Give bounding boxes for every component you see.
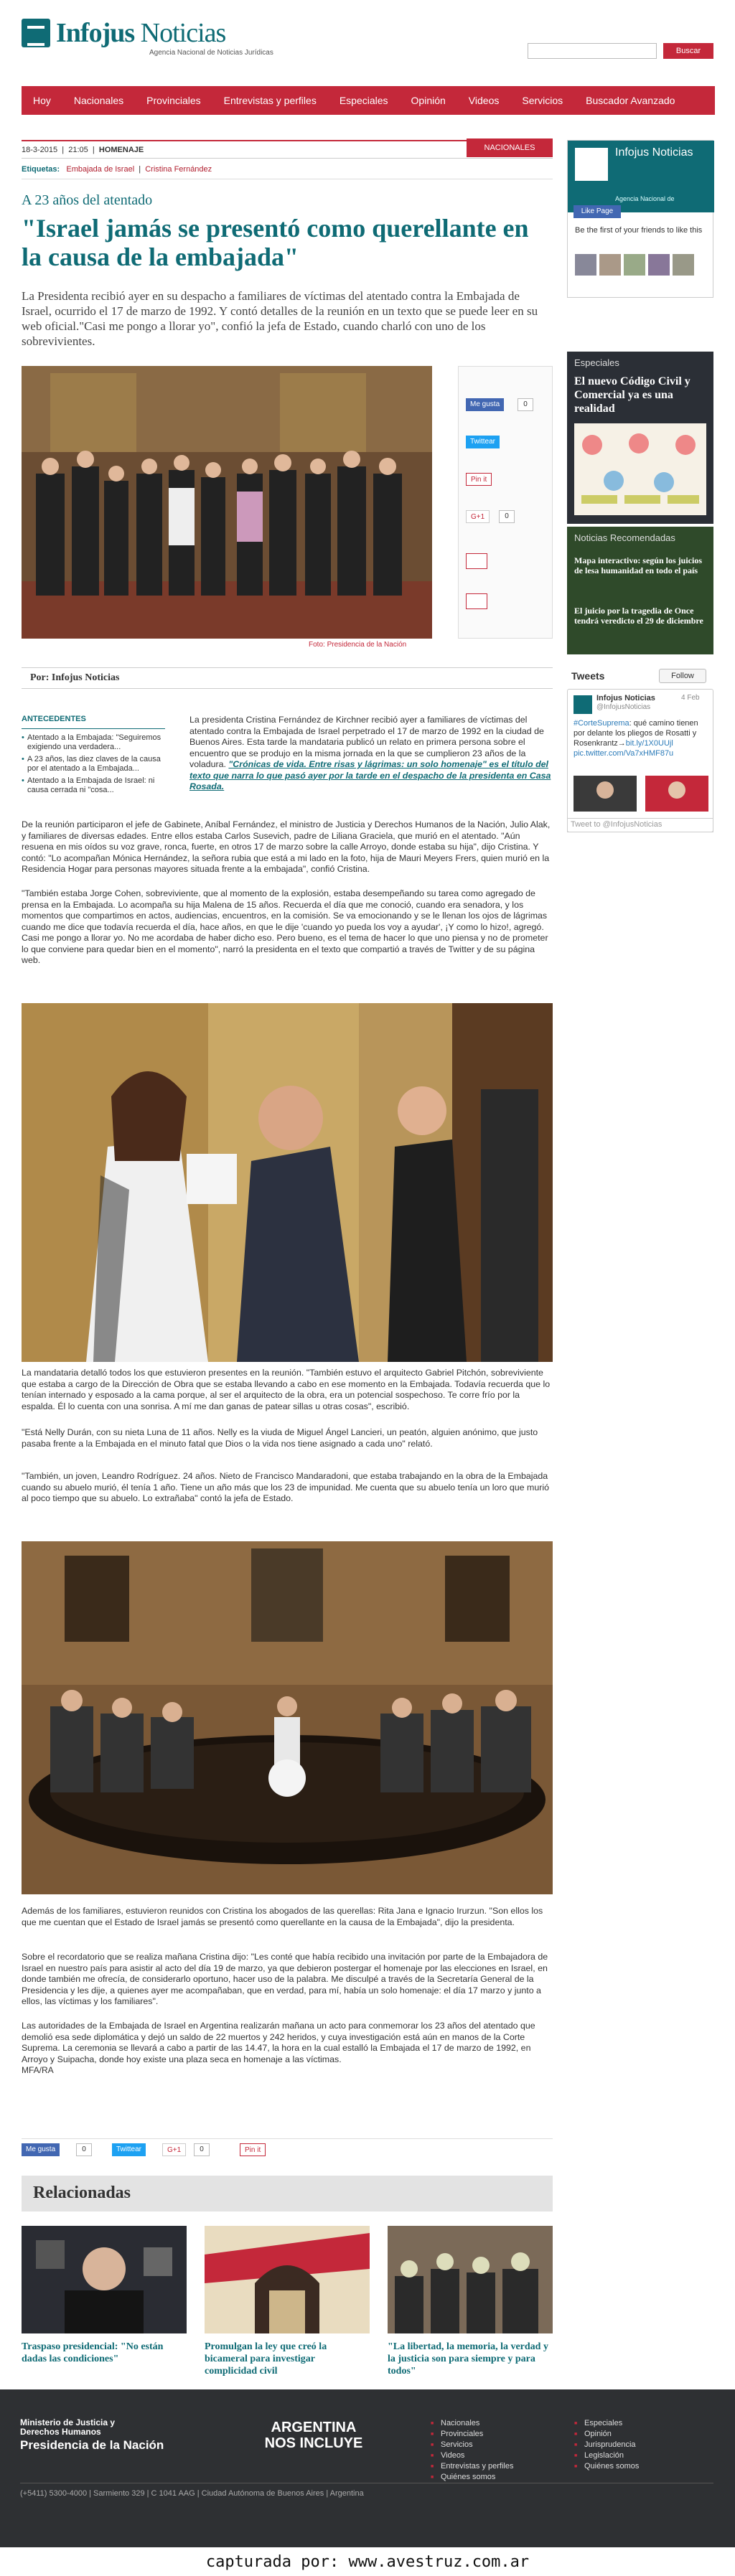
hashtag-link[interactable]: #CorteSuprema xyxy=(574,719,629,728)
tag-link-embajada[interactable]: Embajada de Israel xyxy=(66,165,135,174)
nav-item-buscador[interactable]: Buscador Avanzado xyxy=(586,95,675,106)
paragraph-8: Sobre el recordatorio que se realiza mañana Cristina dijo: "Les conté que había recibido una invitación por parte de la Embajadora de Israel en nuestro país para asistir al acto del día 19 de marzo, ya que debieron postergar el homenaje por las elecciones en Israel, en donde también me ofrecía, de considerarlo oportuno, hacer uso de la palabra. Me disculpé a través de la Secretaría General de la Presidencia y les dije, a quienes ayer me acompañaban, que en verdad, para mí, había un solo homenaje: el día 17 marzo y junto a ellos, las víctimas y los familiares". xyxy=(22,1952,548,2006)
tweet-date[interactable]: 4 Feb xyxy=(681,694,700,702)
footer-link[interactable]: ■ Quiénes somos xyxy=(431,2472,513,2483)
facebook-count: 0 xyxy=(76,2143,92,2156)
footer-links-col1 xyxy=(431,2418,513,2483)
footer-link[interactable]: ■ Provinciales xyxy=(431,2429,513,2440)
gplus-button[interactable]: G+1 xyxy=(162,2143,186,2156)
photo-caption: Foto: Presidencia de la Nación xyxy=(309,641,407,649)
related-link[interactable]: Traspaso presidencial: "No están dadas las condiciones" xyxy=(22,2341,164,2364)
brand-subtitle: Agencia Nacional de Noticias Jurídicas xyxy=(149,49,273,57)
twitter-widget xyxy=(567,667,713,854)
nav-item-hoy[interactable]: Hoy xyxy=(33,95,51,106)
related-thumb[interactable] xyxy=(22,2226,187,2333)
paragraph-1-text: La presidenta Cristina Fernández de Kirchner recibió ayer a familiares de víctimas del atentado contra la Embajada de Israel perpetrado el 17 de marzo de 1992 en la ciudad de Buenos Aires. Esta tarde la mandataria publicó un relato en primera persona sobre el encuentro que se produjo en la misma jornada en la que se cumplieron 23 años de la voladura. xyxy=(189,715,544,769)
brand-name-1: Infojus xyxy=(56,18,135,48)
antecedentes-list xyxy=(22,728,165,798)
tweet-images[interactable] xyxy=(574,776,708,812)
nav-item-servicios[interactable]: Servicios xyxy=(522,95,563,106)
friend-avatar xyxy=(673,254,694,276)
paragraph-3: "También estaba Jorge Cohen, sobreviviente, que al momento de la explosión, estaba desempeñando su tarea como agregado de prensa en la Embajada. Lo acompaña su hija Malena de 15 años. Recuerda el día que me conoció, cuando era senadora, y los momentos que compartimos en actos, audiencias, encuentros, en la comisión. Se va emocionando y se le llenan los ojos de lágrimas cuando me dice que todavía recuerda el día, hace años, en que le dije 'cuando yo pueda los voy a ayudar', ¡Y como lo hizo!, agregó. Casi me pongo a llorar yo. No me acordaba de haber dicho eso. Pero bueno, es el tema de hacer lo que uno piensa y no de prometer lo que conviene para quedar bien en el momento", narró la presidenta en el texto que compartió a través de Twitter y de su página web. xyxy=(22,888,548,965)
related-title: Relacionadas xyxy=(33,2184,131,2202)
related-thumb[interactable] xyxy=(205,2226,370,2333)
recommended-link[interactable]: El juicio por la tragedia de Once tendrá veredicto el 29 de diciembre xyxy=(574,606,703,626)
recommended-link[interactable]: Mapa interactivo: según los juicios de lesa humanidad en todo el país xyxy=(574,555,702,575)
argentina-slogan: ARGENTINA NOS INCLUYE xyxy=(264,2420,363,2451)
tweet-link[interactable]: bit.ly/1X0UUjl xyxy=(625,739,673,748)
facebook-page-subtitle: Agencia Nacional de xyxy=(615,195,675,202)
paragraph-1 xyxy=(189,715,553,793)
especiales-image[interactable] xyxy=(574,423,706,515)
footer xyxy=(0,2389,735,2547)
article-author: Por: Infojus Noticias xyxy=(22,667,553,689)
nav-item-provinciales[interactable]: Provinciales xyxy=(146,95,201,106)
category-badge[interactable]: NACIONALES xyxy=(467,138,553,157)
site-brand[interactable] xyxy=(56,19,225,47)
article-section: HOMENAJE xyxy=(98,146,144,154)
tweet-text xyxy=(574,718,707,758)
presidency-label[interactable]: Presidencia de la Nación xyxy=(20,2438,164,2452)
friend-avatar xyxy=(624,254,645,276)
footer-link[interactable]: ■ Servicios xyxy=(431,2440,513,2450)
article-meta: 18-3-2015 | 21:05 | HOMENAJE xyxy=(22,140,553,159)
antecedente-link[interactable]: • Atentado a la Embajada: "Seguiremos exigiendo una verdadera... xyxy=(22,733,165,752)
main-nav xyxy=(22,86,715,115)
print-icon[interactable] xyxy=(466,553,487,569)
especiales-title[interactable]: El nuevo Código Civil y Comercial ya es una realidad xyxy=(574,375,690,415)
especiales-heading: Especiales xyxy=(574,357,619,368)
friend-avatar xyxy=(648,254,670,276)
facebook-widget xyxy=(567,140,713,298)
gplus-count: 0 xyxy=(194,2143,210,2156)
facebook-cover xyxy=(568,141,714,212)
especiales-box[interactable] xyxy=(567,352,713,524)
gplus-button[interactable]: G+1 xyxy=(466,510,490,523)
embrace-photo xyxy=(22,1003,553,1362)
paragraph-4: La mandataria detalló todos los que estuvieron presentes en la reunión. "También estuvo el arquitecto Gabriel Pitchón, sobreviviente que estaba a cargo de la Dirección de Obra que se estaba llevando a cabo en ese momento en la Embajada. Todavía recuerda que lo tenían internado y esposado a la cama porque, al ser el arquitecto de la obra, era un potencial sospechoso. Te corre frío por la espalda. Él lo cuenta con una sonrisa. A mí me dan ganas de patear sillas u otras cosas", escribió. xyxy=(22,1368,551,1411)
footer-address: (+5411) 5300-4000 | Sarmiento 329 | C 1041 AAG | Ciudad Autónoma de Buenos Aires | Argentina xyxy=(20,2483,713,2498)
twitter-button[interactable]: Twittear xyxy=(466,436,500,448)
antecedentes-title: ANTECEDENTES xyxy=(22,715,86,723)
nav-item-videos[interactable]: Videos xyxy=(468,95,500,106)
brand-name-2: Noticias xyxy=(140,18,226,48)
cronicas-link[interactable]: "Crónicas de vida. Entre risas y lágrimas: un solo homenaje" es el título del texto que narra lo que pasó ayer por la tarde en el despacho de la presidenta en Casa Rosada. xyxy=(189,759,551,791)
tweet-pic-link[interactable]: pic.twitter.com/Va7xHMF87u xyxy=(574,749,674,758)
pinterest-button[interactable]: Pin it xyxy=(240,2143,266,2156)
antecedente-link[interactable]: • Atentado a la Embajada de Israel: ni causa cerrada ni "cosa... xyxy=(22,776,165,795)
nav-item-opinion[interactable]: Opinión xyxy=(411,95,446,106)
related-thumb[interactable] xyxy=(388,2226,553,2333)
email-icon[interactable] xyxy=(466,593,487,609)
nav-item-especiales[interactable]: Especiales xyxy=(339,95,388,106)
recomendadas-heading: Noticias Recomendadas xyxy=(574,532,675,543)
meeting-photo xyxy=(22,1541,553,1894)
facebook-count: 0 xyxy=(518,398,533,411)
facebook-page-avatar[interactable] xyxy=(574,146,609,182)
twitter-button[interactable]: Twittear xyxy=(112,2143,146,2156)
article-lead: La Presidenta recibió ayer en su despacho a familiares de víctimas del atentado contra la Embajada de Israel, ocurrido el 17 de marzo de 1992. Y contó detalles de la reunión en un texto que se puede leer en su web oficial."Casi me pongo a llorar yo", confió la jefa de Estado, cuando charló con uno de los sobrevivientes. xyxy=(22,289,538,348)
footer-links-col2 xyxy=(574,2418,639,2472)
tags-bar: Etiquetas: Embajada de Israel | Cristina Fernández xyxy=(22,165,553,179)
tweet-author[interactable]: Infojus Noticias xyxy=(596,694,655,702)
group-photo xyxy=(22,366,432,639)
facebook-like-page-button[interactable]: Like Page xyxy=(574,205,621,218)
article-signature: MFA/RA xyxy=(22,2065,54,2075)
article-kicker: A 23 años del atentado xyxy=(22,192,153,208)
friend-avatar xyxy=(575,254,596,276)
footer-link[interactable]: ■ Legislación xyxy=(574,2450,639,2461)
footer-link[interactable]: ■ Opinión xyxy=(574,2429,639,2440)
article-headline: "Israel jamás se presentó como querellante en la causa de la embajada" xyxy=(22,214,529,271)
facebook-like-button[interactable]: Me gusta xyxy=(466,398,504,411)
facebook-first-text: Be the first of your friends to like this xyxy=(575,226,703,235)
related-link[interactable]: Promulgan la ley que creó la bicameral para investigar complicidad civil xyxy=(205,2341,327,2377)
search-button[interactable]: Buscar xyxy=(663,43,713,59)
footer-link[interactable]: ■ Quiénes somos xyxy=(574,2461,639,2472)
tweet-handle[interactable]: @InfojusNoticias xyxy=(596,703,651,711)
ministry-label[interactable]: Ministerio de Justicia y Derechos Humanos xyxy=(20,2417,116,2437)
logo-icon[interactable] xyxy=(22,19,50,47)
nav-item-entrevistas[interactable]: Entrevistas y perfiles xyxy=(223,95,317,106)
recomendadas-box xyxy=(567,527,713,654)
footer-link[interactable]: ■ Entrevistas y perfiles xyxy=(431,2461,513,2472)
capture-credit: capturada por: www.avestruz.com.ar xyxy=(0,2549,735,2576)
tag-link-cristina[interactable]: Cristina Fernández xyxy=(145,165,212,174)
article-date: 18-3-2015 xyxy=(22,146,58,154)
share-box xyxy=(458,366,553,639)
tags-label: Etiquetas: xyxy=(22,165,60,174)
paragraph-9: Las autoridades de la Embajada de Israel en Argentina realizarán mañana un acto para conmemorar los 23 años del atentado que demolió esa sede diplomática y dejó un saldo de 22 muertos y 242 heridos, y cuya investigación está aún en manos de la Corte Suprema. La ceremonia se llevará a cabo a partir de las 14.47, la hora en la cual estalló la Embajada el 17 de marzo de 1992, en Arroyo y Suipacha, donde hoy existe una plaza seca en homenaje a las víctimas. xyxy=(22,2021,535,2064)
gplus-count: 0 xyxy=(499,510,515,523)
article-time: 21:05 xyxy=(68,146,88,154)
footer-link[interactable]: ■ Jurisprudencia xyxy=(574,2440,639,2450)
paragraph-7: Además de los familiares, estuvieron reunidos con Cristina los abogados de las querellas: Rita Jana e Ignacio Irurzun. "Son ellos los que me cuentan que el Estado de Israel jamás se presentó como querellante en la causa de la Embajada", dijo la presidenta. xyxy=(22,1906,543,1927)
related-link[interactable]: "La libertad, la memoria, la verdad y la justicia son para siempre y para todos" xyxy=(388,2341,548,2377)
antecedente-link[interactable]: • A 23 años, las diez claves de la causa por el atentado a la Embajada... xyxy=(22,755,165,774)
pinterest-button[interactable]: Pin it xyxy=(466,473,492,486)
tweet-body: : qué camino tienen por delante los pliegos de Rosatti y Rosenkrantz→ xyxy=(574,719,698,748)
footer-link[interactable]: ■ Videos xyxy=(431,2450,513,2461)
tweets-heading: Tweets xyxy=(571,670,605,682)
search-input[interactable] xyxy=(528,43,657,59)
paragraph-5: "Está Nelly Durán, con su nieta Luna de 11 años. Nelly es la viuda de Miguel Ángel Lancieri, un peatón, alguien anónimo, que justo pasaba frente a la Embajada en el minuto fatal que Dios o la vida nos tiene asignado a cada uno" relató. xyxy=(22,1427,538,1449)
twitter-avatar[interactable] xyxy=(574,695,592,714)
bottom-share-bar xyxy=(22,2138,553,2157)
footer-link[interactable]: ■ Nacionales xyxy=(431,2418,513,2429)
paragraph-2: De la reunión participaron el jefe de Gabinete, Aníbal Fernández, el ministro de Justicia y Derechos Humanos de la Nación, Julio Alak, y familiares de diversas edades. Entre ellos estaba Carlos Susevich, padre de Liliana Graciela, que murió en el atentado. "Aún resuena en mis oídos su voz grave, ronca, fuerte, en otros 17 de marzo sobre la calle Arroyo, donde estaba su hija", dijo Cristina. Y contó: "Lo acompañan Mónica Hernández, la señora rubia que está a mi lado en la foto, hija de Mauri Meyers Frers, quien murió en la Residencia Hogar para personas mayores situada frente a la embajada", confió Cristina. xyxy=(22,819,551,874)
friend-avatar xyxy=(599,254,621,276)
tweet-card xyxy=(567,689,713,832)
nav-item-nacionales[interactable]: Nacionales xyxy=(73,95,124,106)
facebook-page-name[interactable]: Infojus Noticias xyxy=(615,146,693,159)
paragraph-6: "También, un joven, Leandro Rodríguez. 24 años. Nieto de Francisco Mandaradoni, que estaba trabajando en la obra de la Embajada cuando su abuelo murió, él tenía 1 año. Tiene un año más que los 23 de impunidad. Me cuenta que su abuelo tenía un loro que murió al poco tiempo que su abuelo. Lo extrañaba" contó la jefa de Estado. xyxy=(22,1471,549,1503)
tweet-to-input[interactable]: Tweet to @InfojusNoticias xyxy=(567,818,713,832)
facebook-like-button[interactable]: Me gusta xyxy=(22,2143,60,2156)
footer-link[interactable]: ■ Especiales xyxy=(574,2418,639,2429)
twitter-follow-button[interactable]: Follow xyxy=(659,669,706,683)
